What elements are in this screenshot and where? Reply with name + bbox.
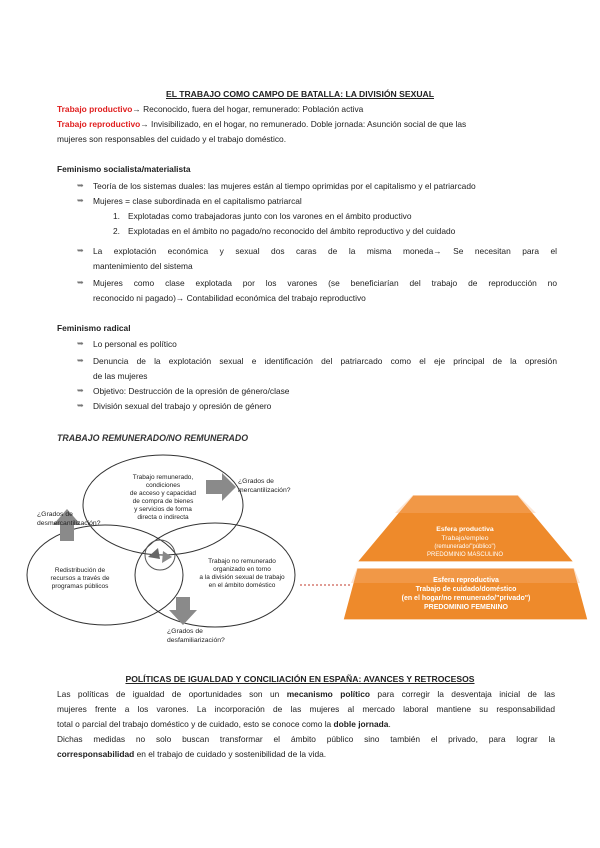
pyr-bottom-line: (en el hogar/no remunerado/"privado") <box>401 595 531 602</box>
left-circle-line: programas públicos <box>51 583 109 590</box>
socialista-b3a: La explotación económica y sexual dos caras de la misma moneda→ Se necesitan para el <box>93 246 557 256</box>
p1a-bold: mecanismo político <box>286 689 370 699</box>
p1a-pre: Las políticas de igualdad de oportunidades son un <box>57 689 287 699</box>
socialista-n2: Explotadas en el ámbito no pagado/no reconocido del ámbito reproductivo y del cuidado <box>128 226 456 236</box>
numbered-2: 2. <box>113 226 120 236</box>
pyr-top-line: (remunerado/"público") <box>434 544 496 550</box>
top-circle-line: de acceso y capacidad <box>129 490 197 497</box>
q-desmerc-line: desmercantilización? <box>37 520 101 527</box>
right-circle-line: en el ámbito doméstico <box>208 582 276 589</box>
bullet-arrow-icon: ➥ <box>77 401 84 410</box>
section-title-division-sexual: EL TRABAJO COMO CAMPO DE BATALLA: LA DIVISIÓN SEXUAL <box>166 89 434 99</box>
section-title-politicas: POLÍTICAS DE IGUALDAD Y CONCILIACIÓN EN ESPAÑA: AVANCES Y RETROCESOS <box>125 674 475 684</box>
p1c <box>57 718 391 731</box>
q-merc-line: mercantilización? <box>238 487 291 494</box>
center-arrow-icon <box>148 548 160 559</box>
pyr-top-line: Trabajo/empleo <box>441 535 489 542</box>
numbered-1: 1. <box>113 211 120 221</box>
top-circle-line: de compra de bienes <box>132 498 194 505</box>
p1c-post: . <box>388 719 391 729</box>
radical-b2b: de las mujeres <box>93 371 148 381</box>
p2a: Dichas medidas no solo buscan transformar el ámbito público sino también el privado, para lograr la <box>57 734 555 744</box>
reproductivo-line <box>57 118 466 131</box>
p1c-pre: total o parcial del trabajo doméstico y de cuidado, esto se conoce como la <box>57 719 334 729</box>
right-circle-line: Trabajo no remunerado <box>208 558 276 565</box>
top-circle-line: condiciones <box>145 482 181 489</box>
radical-b1: Lo personal es político <box>93 339 177 349</box>
bullet-arrow-icon: ➥ <box>77 246 84 255</box>
pyr-bottom-line: Trabajo de cuidado/doméstico <box>415 586 517 593</box>
bullet-arrow-icon: ➥ <box>77 339 84 348</box>
right-circle-line: a la división sexual de trabajo <box>199 574 285 581</box>
q-desfam-line: desfamiliarización? <box>167 637 225 644</box>
socialista-b2: Mujeres = clase subordinada en el capitalismo patriarcal <box>93 196 302 206</box>
reproductivo-text: → Invisibilizado, en el hogar, no remunerado. Doble jornada: Asunción social de que las <box>140 119 467 129</box>
bullet-arrow-icon: ➥ <box>77 181 84 190</box>
socialista-n1: Explotadas como trabajadoras junto con los varones en el ámbito productivo <box>128 211 412 221</box>
socialista-b4a: Mujeres como clase explotada por los varones (se beneficiarían del trabajo de reproducción no <box>93 278 557 288</box>
right-circle-text <box>199 558 285 589</box>
arrow-right-mercantilizacion-icon <box>206 473 236 501</box>
p2b <box>57 748 326 761</box>
socialista-b4b: reconocido ni pagado)→ Contabilidad económica del trabajo reproductivo <box>93 293 366 303</box>
pyramid-top-highlight <box>395 495 536 513</box>
pyr-top-line: Esfera productiva <box>436 526 494 533</box>
reproductivo-cont: mujeres son responsables del cuidado y el trabajo doméstico. <box>57 134 287 144</box>
top-circle-line: directa o indirecta <box>137 514 189 521</box>
top-circle-line: Trabajo remunerado, <box>132 474 194 481</box>
pyr-bottom-line: Esfera reproductiva <box>433 577 499 584</box>
p2b-post: en el trabajo de cuidado y sostenibilidad de la vida. <box>134 749 327 759</box>
productivo-label: Trabajo productivo <box>57 104 133 114</box>
radical-b3: Objetivo: Destrucción de la opresión de género/clase <box>93 386 290 396</box>
p1a-post: para corregir la desventaja inicial de las <box>370 689 556 699</box>
radical-heading: Feminismo radical <box>57 323 131 333</box>
q-desfam-line: ¿Grados de <box>167 628 203 635</box>
venn-diagram <box>0 445 600 665</box>
diagram-heading: TRABAJO REMUNERADO/NO REMUNERADO <box>57 433 249 443</box>
pyr-bottom-line: PREDOMINIO FEMENINO <box>423 604 509 611</box>
reproductivo-label: Trabajo reproductivo <box>57 119 141 129</box>
bullet-arrow-icon: ➥ <box>77 386 84 395</box>
right-circle-line: organizado en torno <box>213 566 271 573</box>
top-circle-line: y servicios de forma <box>134 506 192 513</box>
q-merc-line: ¿Grados de <box>238 478 274 485</box>
radical-b2a: Denuncia de la explotación sexual e identificación del patriarcado como el eje principal de la opresión <box>93 356 557 366</box>
productivo-line <box>57 103 363 116</box>
center-arrow-icon <box>162 551 172 563</box>
socialista-b3b: mantenimiento del sistema <box>93 261 193 271</box>
productivo-text: → Reconocido, fuera del hogar, remunerado: Población activa <box>132 104 364 114</box>
p1c-bold: doble jornada <box>333 719 389 729</box>
bullet-arrow-icon: ➥ <box>77 356 84 365</box>
socialista-b1: Teoría de los sistemas duales: las mujeres están al tiempo oprimidas por el capitalismo y el patriarcado <box>93 181 476 191</box>
q-mercantilizacion <box>238 478 291 494</box>
p1a <box>57 688 555 701</box>
q-desfamiliarizacion <box>167 628 225 644</box>
q-desmerc-line: ¿Grados de <box>37 511 73 518</box>
pyr-top-line: PREDOMINIO MASCULINO <box>426 552 504 558</box>
bullet-arrow-icon: ➥ <box>77 196 84 205</box>
socialista-heading: Feminismo socialista/materialista <box>57 164 191 174</box>
p1b: mujeres frente a los varones. La incorporación de las mujeres al mercado laboral mantiene su responsabilidad <box>57 704 555 714</box>
p2b-bold: corresponsabilidad <box>57 749 135 759</box>
left-circle-text <box>51 567 110 590</box>
arrow-down-desfamiliarizacion-icon <box>169 597 197 625</box>
left-circle-line: recursos a través de <box>50 575 110 582</box>
left-circle-line: Redistribución de <box>54 567 106 574</box>
radical-b4: División sexual del trabajo y opresión de género <box>93 401 272 411</box>
top-circle-text <box>130 474 197 521</box>
bullet-arrow-icon: ➥ <box>77 278 84 287</box>
